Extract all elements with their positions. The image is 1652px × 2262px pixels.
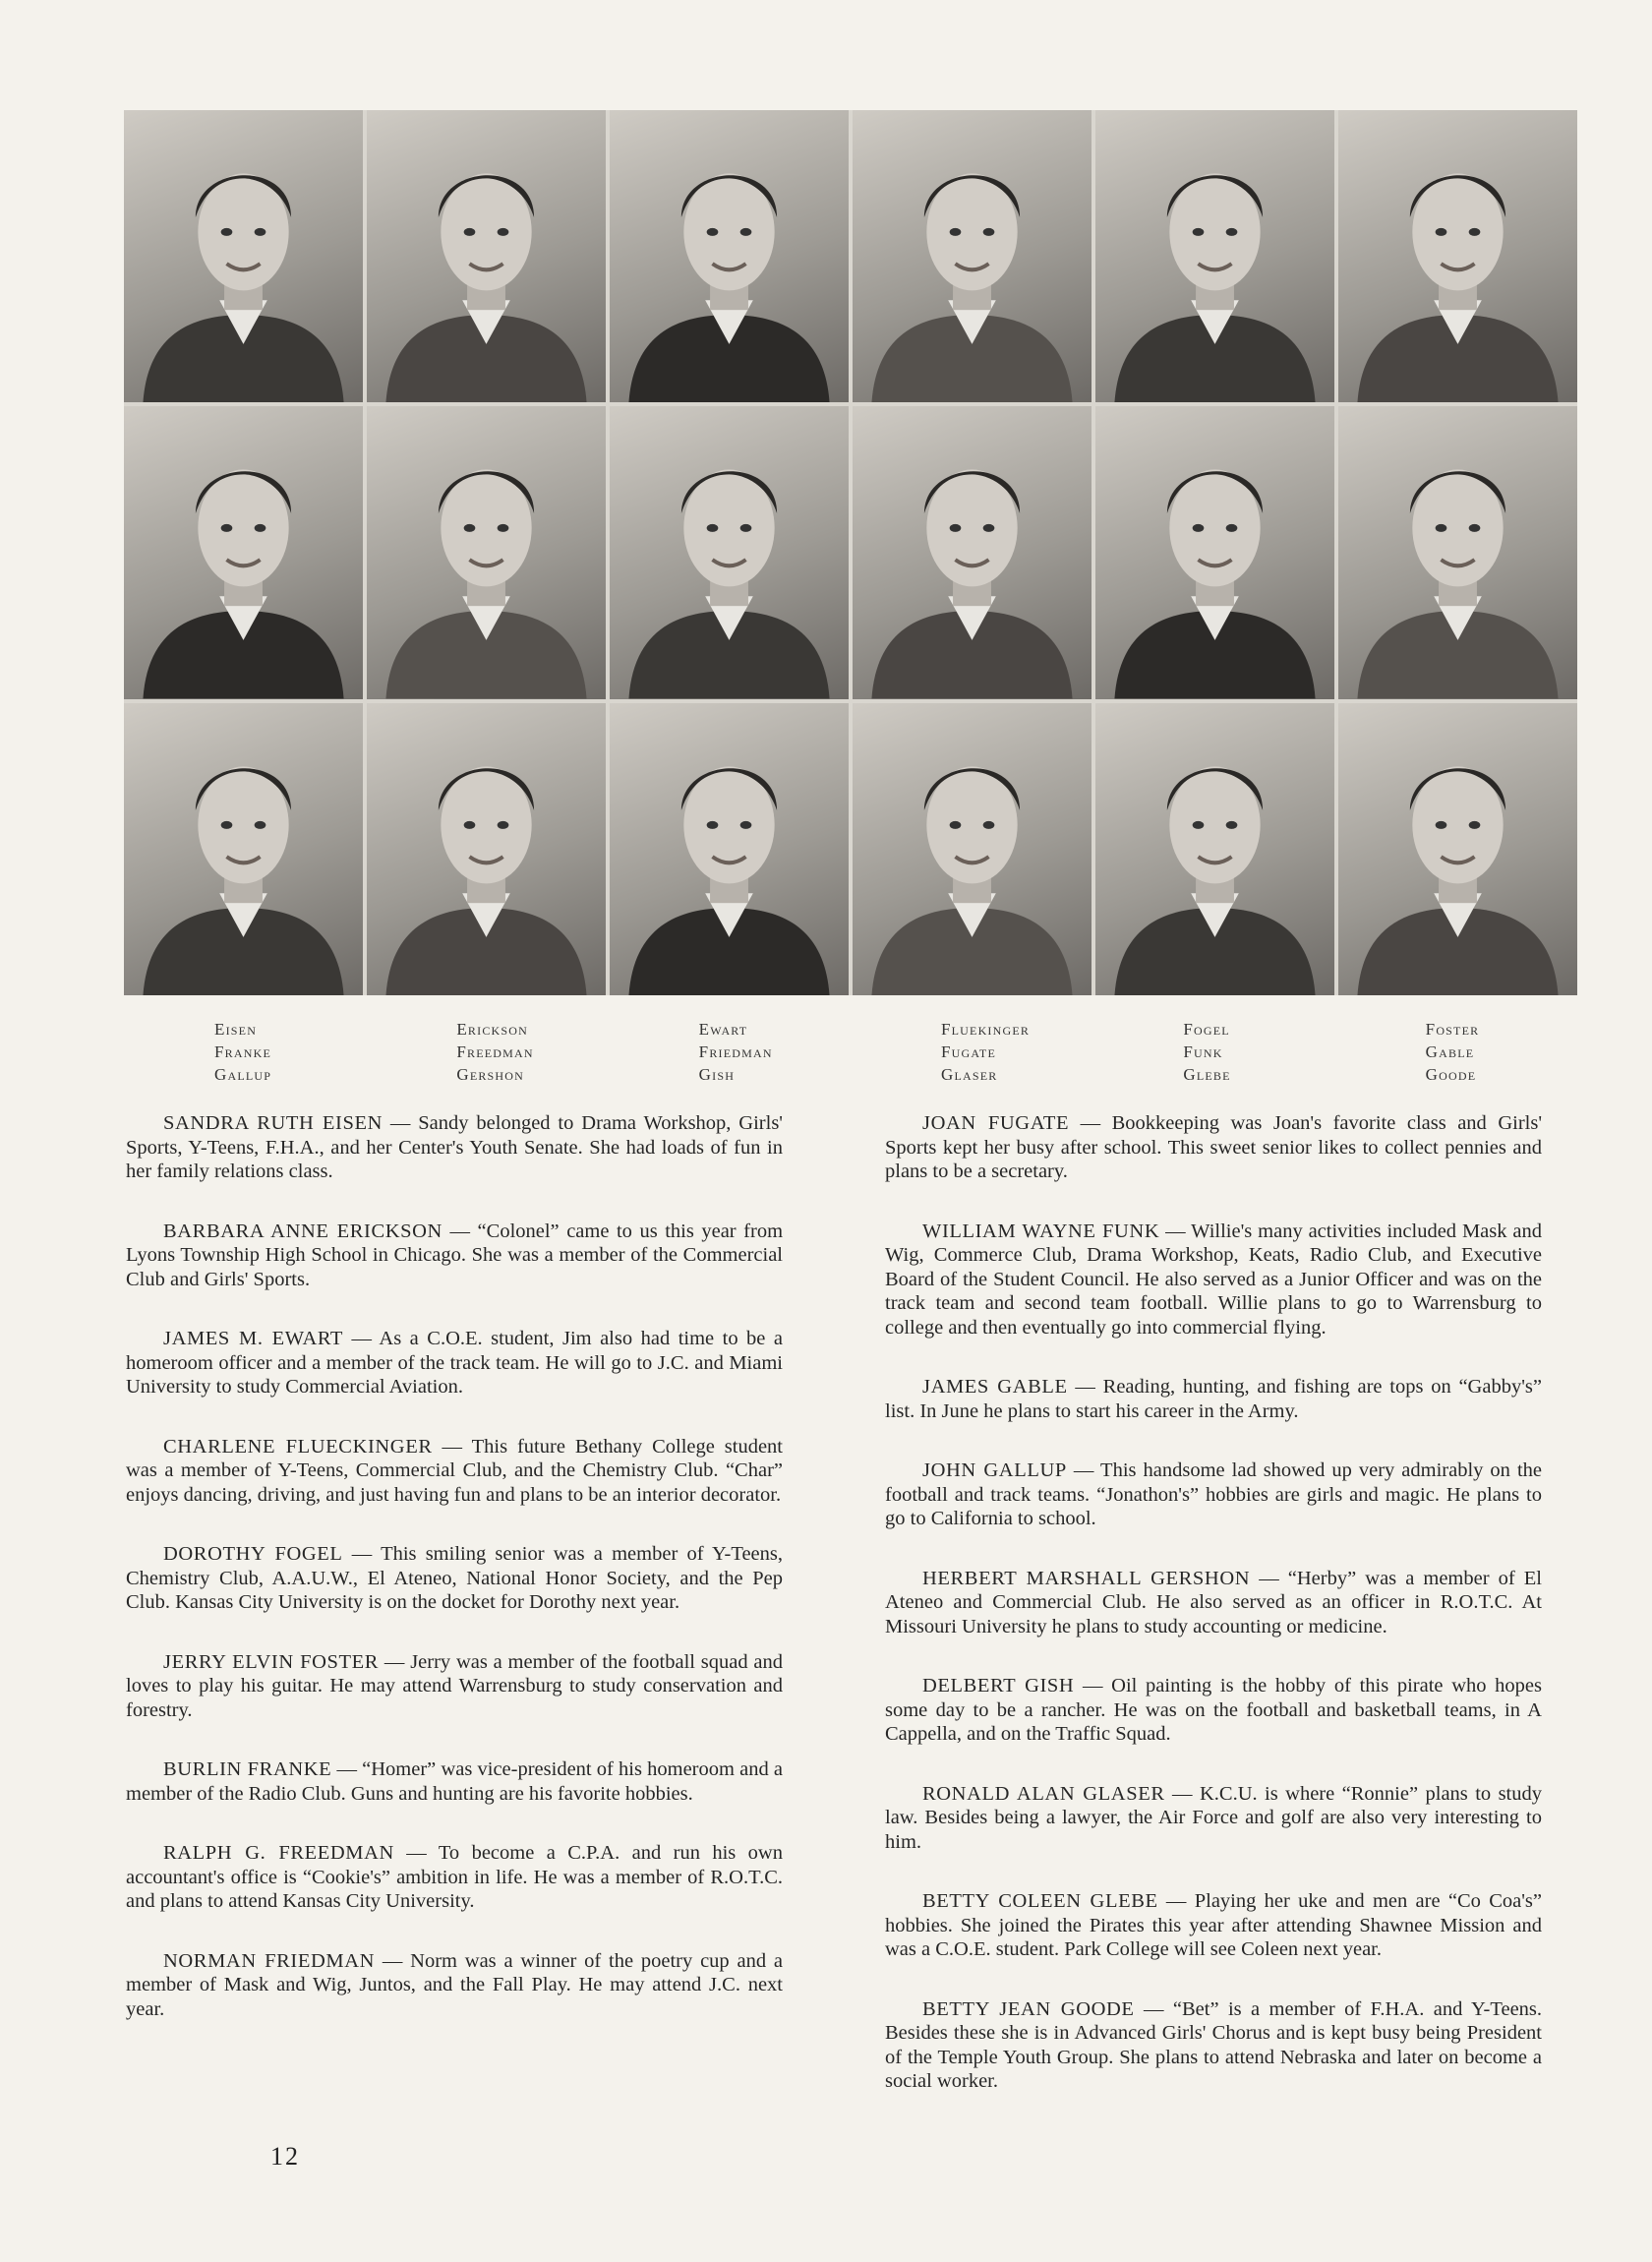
biography-text: This smiling senior was a member of Y-Teens, Chemistry Club, A.A.U.W., El Ateneo, National Honor Society, and the Pep Club. Kansas City University is on the docket for Dorothy next year. [126,1543,783,1613]
portrait-figure [610,703,849,995]
caption-name: Foster [1425,1020,1480,1039]
page-number: 12 [270,2142,300,2171]
biography-column-left [126,1111,783,2056]
caption-name: Gable [1425,1042,1475,1061]
caption-column [124,1018,366,1086]
caption-name: Eisen [214,1020,258,1039]
caption-name: Gallup [214,1065,272,1084]
portrait-photo [1338,406,1577,698]
student-biography [126,1435,783,1508]
caption-column [851,1018,1092,1086]
caption-name: Glebe [1183,1065,1231,1084]
student-biography [126,1949,783,2022]
portrait-figure [610,110,849,402]
portrait-photo [1338,703,1577,995]
caption-name: Ewart [698,1020,748,1039]
portrait-figure [853,406,1092,698]
em-dash-separator: — [393,1842,439,1864]
student-name: JAMES M. EWART [163,1328,344,1349]
portrait-figure [1338,703,1577,995]
caption-name: Fogel [1183,1020,1230,1039]
em-dash-separator: — [1074,1675,1112,1696]
portrait-photo [367,406,606,698]
portrait-figure [124,110,363,402]
em-dash-separator: — [432,1435,472,1458]
biography-text: Norm was a winner of the poetry cup and a member of Mask and Wig, Juntos, and the Fall Play. He may attend J.C. next year. [126,1949,783,2020]
student-name: RONALD ALAN GLASER [922,1782,1165,1805]
caption-name: Gish [698,1065,736,1084]
portrait-photo [610,406,849,698]
biography-text: Oil painting is the hobby of this pirate who hopes some day to be a rancher. He was on the football and basketball teams, in A Cappella, and on the Traffic Squad. [885,1675,1542,1745]
student-biography [885,1997,1542,2094]
portrait-photo [853,406,1092,698]
em-dash-separator: — [1134,1997,1173,2020]
student-name: DOROTHY FOGEL [163,1543,343,1565]
em-dash-separator: — [1250,1567,1288,1589]
caption-name: Fluekinger [940,1020,1031,1039]
student-name: BARBARA ANNE ERICKSON [163,1220,442,1242]
portrait-figure [367,110,606,402]
em-dash-separator: — [442,1220,478,1242]
portrait-figure [1338,406,1577,698]
portrait-photo [1095,110,1334,402]
biography-text: Playing her uke and men are “Co Coa's” hobbies. She joined the Pirates this year after attending Shawnee Mission and was a C.O.E. student. Park College will see Coleen next year. [885,1890,1543,1960]
portrait-name-captions [124,1018,1577,1086]
student-biography [126,1327,783,1399]
student-biography [885,1220,1542,1340]
biography-text: “Herby” was a member of El Ateneo and Commercial Club. He also served as an officer in R.O.T.C. At Missouri University he plans to study accounting or medicine. [885,1567,1542,1637]
student-biography [126,1841,783,1914]
portrait-photo [367,703,606,995]
portrait-figure [124,406,363,698]
em-dash-separator: — [1067,1376,1103,1398]
em-dash-separator: — [331,1758,363,1780]
biography-text: “Colonel” came to us this year from Lyons Township High School in Chicago. She was a member of the Commercial Club and Girls' Sports. [126,1220,784,1290]
portrait-figure [1095,703,1334,995]
portrait-grid [124,110,1577,995]
portrait-figure [1338,110,1577,402]
em-dash-separator: — [379,1650,411,1673]
em-dash-separator: — [1069,1112,1112,1134]
caption-column [1335,1018,1577,1086]
student-name: JAMES GABLE [922,1376,1068,1398]
em-dash-separator: — [383,1112,419,1134]
em-dash-separator: — [342,1543,382,1565]
student-name: BURLIN FRANKE [163,1758,332,1780]
caption-name: Fugate [940,1042,996,1061]
em-dash-separator: — [1159,1220,1192,1242]
student-biography [885,1567,1542,1639]
em-dash-separator: — [375,1949,411,1972]
portrait-figure [1095,406,1334,698]
biography-text: This handsome lad showed up very admirably on the football and track teams. “Jonathon's” hobbies are girls and magic. He plans to go to California to school. [885,1459,1542,1529]
em-dash-separator: — [1157,1890,1195,1912]
em-dash-separator: — [1164,1782,1200,1805]
student-name: SANDRA RUTH EISEN [163,1112,384,1134]
biography-column-right [885,1111,1542,2129]
biography-text: K.C.U. is where “Ronnie” plans to study law. Besides being a lawyer, the Air Force and golf are also very interesting to him. [885,1782,1543,1853]
em-dash-separator: — [1066,1459,1101,1481]
student-name: CHARLENE FLUECKINGER [163,1435,433,1458]
student-biography [885,1375,1542,1423]
student-name: BETTY COLEEN GLEBE [922,1890,1158,1912]
caption-name: Freedman [456,1042,534,1061]
student-biography [126,1757,783,1806]
portrait-photo [1095,703,1334,995]
biography-text: “Homer” was vice-president of his homeroom and a member of the Radio Club. Guns and hunting are his favorite hobbies. [126,1758,784,1805]
portrait-figure [853,110,1092,402]
portrait-photo [367,110,606,402]
biography-text: This future Bethany College student was a member of Y-Teens, Commercial Club, and the Chemistry Club. “Char” enjoys dancing, driving, and just having fun and plans to be an interior decorator. [126,1435,783,1506]
student-biography [885,1889,1542,1962]
caption-name: Funk [1183,1042,1223,1061]
em-dash-separator: — [343,1328,380,1349]
portrait-photo [124,406,363,698]
caption-name: Glaser [940,1065,998,1084]
student-biography [885,1458,1542,1531]
student-biography [885,1111,1542,1184]
portrait-photo [610,703,849,995]
caption-name: Goode [1425,1065,1477,1084]
student-biography [885,1782,1542,1855]
student-name: HERBERT MARSHALL GERSHON [922,1567,1251,1589]
biography-text: Sandy belonged to Drama Workshop, Girls' Sports, Y-Teens, F.H.A., and her Center's Youth Senate. She had loads of fun in her family relations class. [126,1112,784,1182]
caption-column [366,1018,608,1086]
student-biography [126,1111,783,1184]
portrait-figure [853,703,1092,995]
student-name: JOAN FUGATE [922,1112,1070,1134]
student-name: RALPH G. FREEDMAN [163,1842,394,1864]
portrait-figure [124,703,363,995]
biography-text: Bookkeeping was Joan's favorite class and Girls' Sports kept her busy after school. This sweet senior likes to collect pennies and plans to be a secretary. [885,1112,1543,1182]
student-biography [885,1674,1542,1747]
portrait-photo [610,110,849,402]
caption-column [1092,1018,1334,1086]
student-name: WILLIAM WAYNE FUNK [922,1220,1160,1242]
portrait-figure [367,703,606,995]
portrait-photo [853,703,1092,995]
caption-name: Friedman [698,1042,773,1061]
biography-text: To become a C.P.A. and run his own accountant's office is “Cookie's” ambition in life. He was a member of R.O.T.C. and plans to attend Kansas City University. [126,1842,783,1912]
student-name: NORMAN FRIEDMAN [163,1949,375,1972]
biography-text: Jerry was a member of the football squad and loves to play his guitar. He may attend Warrensburg to study conservation and forestry. [126,1650,784,1721]
portrait-figure [1095,110,1334,402]
biography-text: Willie's many activities included Mask and Wig, Commerce Club, Drama Workshop, Keats, Radio Club, and Executive Board of the Student Council. He also served as a Junior Officer and was on the track team and second team football. Willie plans to go to Warrensburg to college and then eventually go into commercial flying. [885,1220,1542,1339]
student-name: BETTY JEAN GOODE [922,1997,1135,2020]
student-biography [126,1542,783,1615]
portrait-photo [1338,110,1577,402]
biography-text: Reading, hunting, and fishing are tops on “Gabby's” list. In June he plans to start his career in the Army. [885,1376,1542,1422]
caption-name: Gershon [456,1065,525,1084]
caption-name: Franke [214,1042,271,1061]
biography-text: “Bet” is a member of F.H.A. and Y-Teens. Besides these she is in Advanced Girls' Chorus and is kept busy being President of the Temple Youth Group. She plans to attend Nebraska and later on become a social worker. [885,1997,1543,2092]
portrait-photo [853,110,1092,402]
biography-text: As a C.O.E. student, Jim also had time to be a homeroom officer and a member of the track team. He will go to J.C. and Miami University to study Commercial Aviation. [126,1328,783,1398]
student-biography [126,1650,783,1723]
student-biography [126,1220,783,1292]
caption-column [609,1018,851,1086]
portrait-figure [367,406,606,698]
student-name: DELBERT GISH [922,1675,1075,1696]
student-name: JOHN GALLUP [922,1459,1067,1481]
portrait-photo [124,110,363,402]
portrait-photo [1095,406,1334,698]
student-name: JERRY ELVIN FOSTER [163,1650,380,1673]
portrait-figure [610,406,849,698]
portrait-photo [124,703,363,995]
caption-name: Erickson [456,1020,528,1039]
